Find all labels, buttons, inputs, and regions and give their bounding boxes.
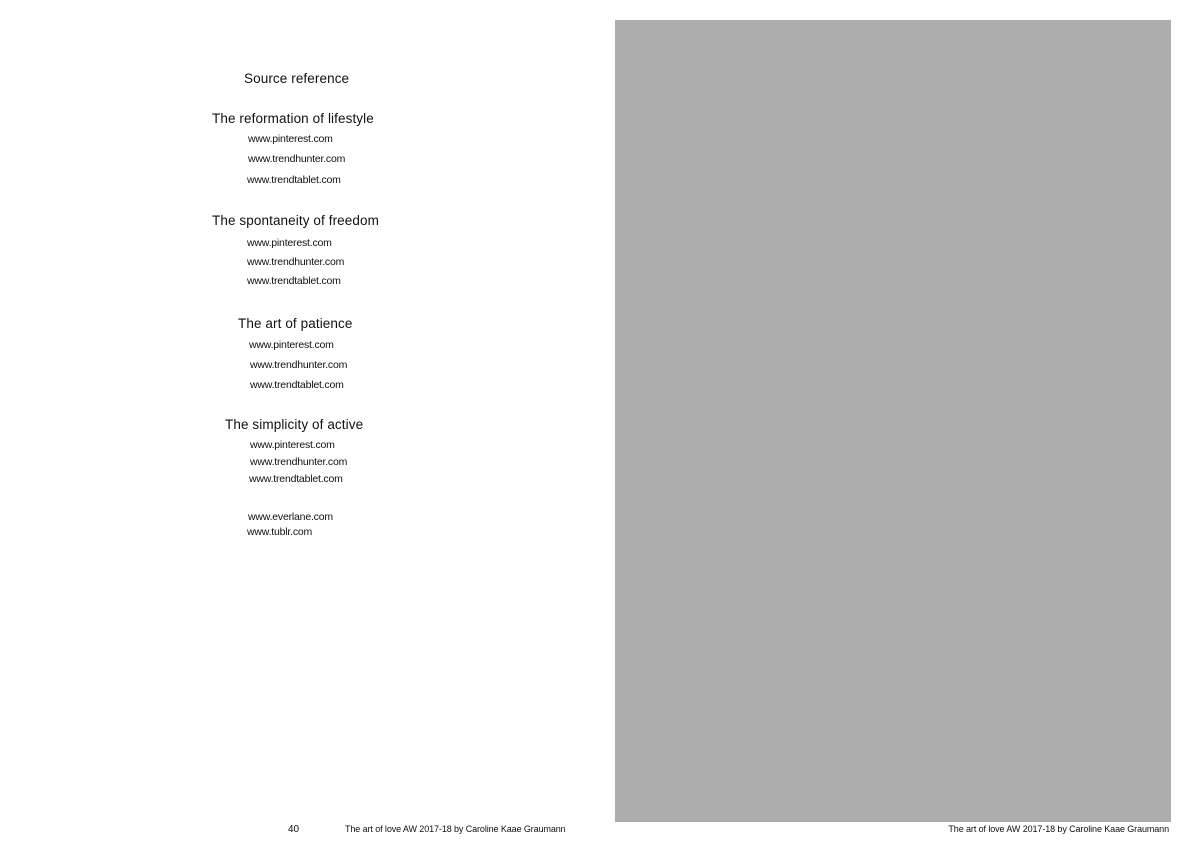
source-link[interactable]: www.trendhunter.com: [250, 456, 348, 468]
section-heading: The reformation of lifestyle: [212, 111, 374, 126]
source-link[interactable]: www.pinterest.com: [247, 237, 332, 249]
source-link[interactable]: www.pinterest.com: [250, 439, 335, 451]
source-link[interactable]: www.trendhunter.com: [250, 359, 348, 371]
source-link[interactable]: www.pinterest.com: [249, 339, 334, 351]
extra-source-link[interactable]: www.everlane.com: [248, 511, 333, 523]
source-link[interactable]: www.trendtablet.com: [250, 379, 344, 391]
section-heading: The art of patience: [238, 316, 353, 331]
source-link[interactable]: www.pinterest.com: [248, 133, 333, 145]
source-link[interactable]: www.trendtablet.com: [247, 275, 341, 287]
section-heading: The simplicity of active: [225, 417, 364, 432]
footer-credit-left: The art of love AW 2017-18 by Caroline Kaae Graumann: [345, 824, 566, 834]
page-number: 40: [288, 824, 300, 835]
extra-source-link[interactable]: www.tublr.com: [247, 526, 313, 538]
section-heading: The spontaneity of freedom: [212, 213, 379, 228]
image-placeholder: [615, 20, 1171, 822]
source-link[interactable]: www.trendhunter.com: [247, 256, 345, 268]
page-title: Source reference: [244, 71, 350, 86]
source-link[interactable]: www.trendtablet.com: [247, 174, 341, 186]
footer-credit-right: The art of love AW 2017-18 by Caroline Kaae Graumann: [948, 824, 1169, 834]
source-link[interactable]: www.trendhunter.com: [248, 153, 346, 165]
source-link[interactable]: www.trendtablet.com: [249, 473, 343, 485]
